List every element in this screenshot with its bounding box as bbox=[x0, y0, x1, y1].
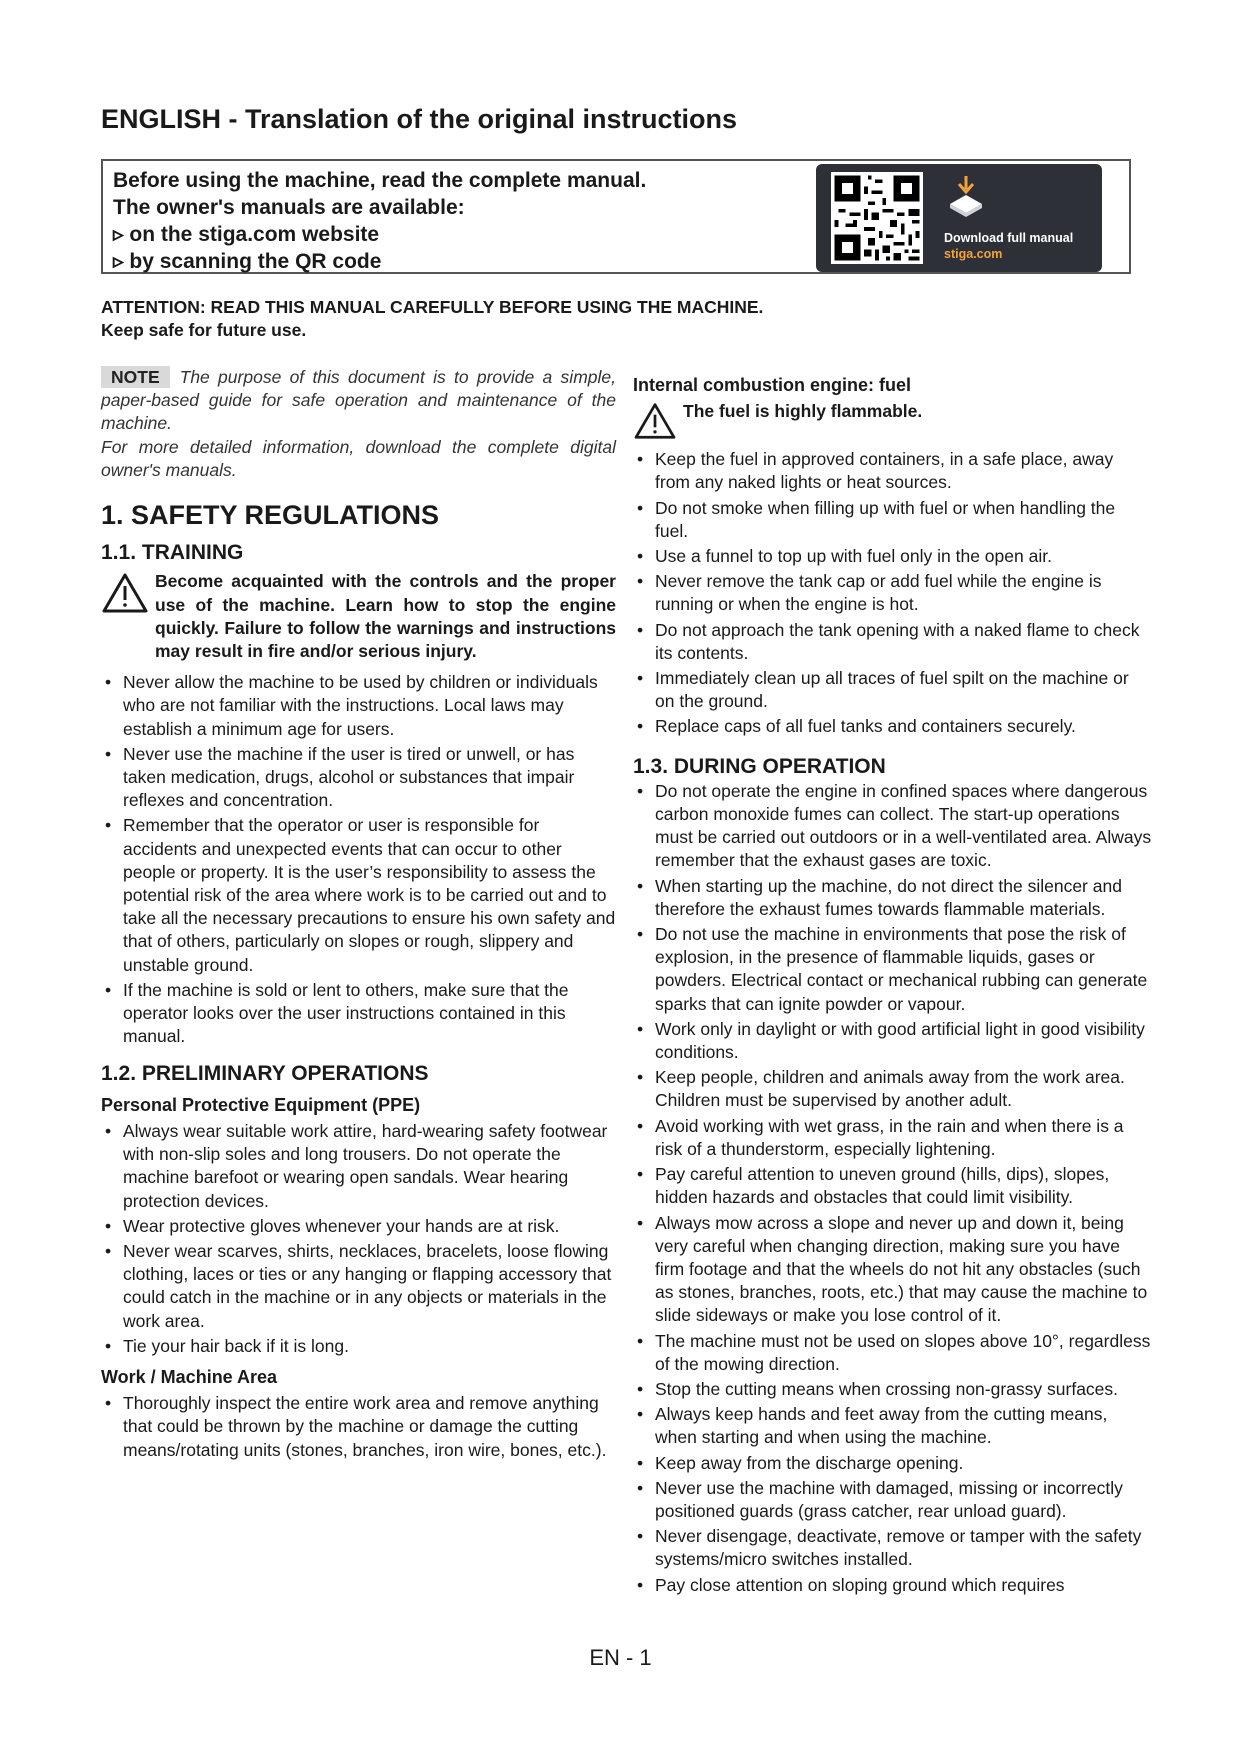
list-item: • Avoid working with wet grass, in the rain and when there is a risk of a thunderstorm, especially lightening. bbox=[633, 1115, 1153, 1161]
fuel-list bbox=[633, 448, 1153, 738]
list-item: • The machine must not be used on slopes above 10°, regardless of the mowing direction. bbox=[633, 1330, 1153, 1376]
work-area-list bbox=[101, 1392, 616, 1462]
list-item: • Replace caps of all fuel tanks and containers securely. bbox=[633, 715, 1153, 738]
list-item: • Do not use the machine in environments that pose the risk of explosion, in the presence of flammable liquids, gases or powders. Electrical contact or mechanical rubbing can generate sparks that can ignite powder or vapour. bbox=[633, 923, 1153, 1016]
list-item: • Tie your hair back if it is long. bbox=[101, 1335, 616, 1358]
page-title: ENGLISH - Translation of the original instructions bbox=[101, 104, 738, 134]
attention-line-1: ATTENTION: READ THIS MANUAL CAREFULLY BEFORE USING THE MACHINE. bbox=[101, 297, 764, 317]
fuel-warning bbox=[633, 400, 1153, 440]
list-item: • Never wear scarves, shirts, necklaces, bracelets, loose flowing clothing, laces or ties or any hanging or flapping accessory that could catch in the machine or in any objects or materials in the work area. bbox=[101, 1240, 616, 1333]
list-item: • Stop the cutting means when crossing non-grassy surfaces. bbox=[633, 1378, 1153, 1401]
warning-triangle-icon bbox=[101, 572, 149, 614]
manual-line: The owner's manuals are available: bbox=[113, 196, 465, 219]
attention-line-2: Keep safe for future use. bbox=[101, 320, 307, 340]
download-text bbox=[944, 230, 1073, 262]
download-url-link[interactable]: stiga.com bbox=[944, 247, 1003, 261]
list-item: • Always keep hands and feet away from the cutting means, when starting and when using the machine. bbox=[633, 1403, 1153, 1449]
work-area-title: Work / Machine Area bbox=[101, 1366, 278, 1387]
manual-line: ▹ by scanning the QR code bbox=[113, 250, 382, 273]
section-1-1-title: 1.1. TRAINING bbox=[101, 541, 244, 565]
list-item: • Always wear suitable work attire, hard-wearing safety footwear with non-slip soles and long trousers. Do not operate the machine barefoot or wearing open sandals. Wear hearing protection devices. bbox=[101, 1120, 616, 1213]
list-item: • Use a funnel to top up with fuel only in the open air. bbox=[633, 545, 1153, 568]
list-item: • Wear protective gloves whenever your hands are at risk. bbox=[101, 1215, 616, 1238]
list-item: • If the machine is sold or lent to others, make sure that the operator looks over the user instructions contained in this manual. bbox=[101, 979, 616, 1049]
ppe-list bbox=[101, 1120, 616, 1358]
fuel-title: Internal combustion engine: fuel bbox=[633, 375, 912, 395]
section-1-2-title: 1.2. PRELIMINARY OPERATIONS bbox=[101, 1062, 429, 1086]
note-block bbox=[101, 366, 616, 436]
training-warning bbox=[101, 570, 616, 663]
qr-code[interactable] bbox=[831, 172, 923, 264]
list-item: • Immediately clean up all traces of fuel spilt on the machine or on the ground. bbox=[633, 667, 1153, 713]
manual-line: ▹ on the stiga.com website bbox=[113, 223, 380, 246]
list-item: • Always mow across a slope and never up and down it, being very careful when changing direction, making sure you have firm footage and that the wheels do not hit any obstacles (such as stones, branches, roots, etc.) that may cause the machine to slide sideways or make you lose control of it. bbox=[633, 1212, 1153, 1328]
list-item: • Remember that the operator or user is responsible for accidents and unexpected events that can occur to other people or property. It is the user’s responsibility to assess the potential risk of the area where work is to be carried out and to take all the necessary precautions to ensure his own safety and that of others, particularly on slopes or rough, slippery and unstable ground. bbox=[101, 814, 616, 976]
manual-availability-text bbox=[113, 167, 646, 275]
list-item: • Keep away from the discharge opening. bbox=[633, 1452, 1153, 1475]
warning-triangle-icon bbox=[633, 402, 677, 440]
download-book-icon bbox=[946, 174, 986, 218]
list-item: • Do not operate the engine in confined spaces where dangerous carbon monoxide fumes can collect. The start-up operations must be carried out outdoors or in a well-ventilated area. Always remember that the exhaust gases are toxic. bbox=[633, 780, 1153, 873]
note-text-2: For more detailed information, download the complete digital owner's manuals. bbox=[101, 436, 616, 480]
list-item: • Thoroughly inspect the entire work area and remove anything that could be thrown by the machine or damage the cutting means/rotating units (stones, branches, iron wire, bones, etc.). bbox=[101, 1392, 616, 1462]
list-item: • Work only in daylight or with good artificial light in good visibility conditions. bbox=[633, 1018, 1153, 1064]
download-label: Download full manual bbox=[944, 231, 1074, 245]
list-item: • Never use the machine with damaged, missing or incorrectly positioned guards (grass catcher, rear unload guard). bbox=[633, 1477, 1153, 1523]
ppe-title: Personal Protective Equipment (PPE) bbox=[101, 1094, 421, 1115]
left-column bbox=[101, 366, 616, 1464]
list-item: • Do not approach the tank opening with a naked flame to check its contents. bbox=[633, 619, 1153, 665]
right-column bbox=[633, 366, 1153, 1599]
list-item: • Never disengage, deactivate, remove or tamper with the safety systems/micro switches installed. bbox=[633, 1525, 1153, 1571]
list-item: • When starting up the machine, do not direct the silencer and therefore the exhaust fumes towards flammable materials. bbox=[633, 875, 1153, 921]
training-warning-text: Become acquainted with the controls and the proper use of the machine. Learn how to stop the engine quickly. Failure to follow the warnings and instructions may result in fire and/or serious injury. bbox=[155, 571, 616, 662]
list-item: • Never remove the tank cap or add fuel while the engine is running or when the engine is hot. bbox=[633, 570, 1153, 616]
list-item: • Do not smoke when filling up with fuel or when handling the fuel. bbox=[633, 497, 1153, 543]
list-item: • Pay close attention on sloping ground which requires bbox=[633, 1574, 1153, 1597]
note-text-1: The purpose of this document is to provide a simple, paper-based guide for safe operation and maintenance of the machine. bbox=[101, 367, 616, 434]
section-1-3-title: 1.3. DURING OPERATION bbox=[633, 754, 886, 778]
manual-line: Before using the machine, read the complete manual. bbox=[113, 169, 647, 192]
list-item: • Never allow the machine to be used by children or individuals who are not familiar with the instructions. Local laws may establish a minimum age for users. bbox=[101, 671, 616, 741]
section-1-title: 1. SAFETY REGULATIONS bbox=[101, 500, 440, 531]
operation-list bbox=[633, 780, 1153, 1597]
list-item: • Never use the machine if the user is tired or unwell, or has taken medication, drugs, alcohol or substances that impair reflexes and concentration. bbox=[101, 743, 616, 813]
page-number: EN - 1 bbox=[589, 1645, 652, 1670]
manual-availability-box bbox=[101, 159, 1131, 274]
attention-notice bbox=[101, 296, 763, 342]
note-badge: NOTE bbox=[101, 366, 170, 388]
download-manual-panel[interactable] bbox=[816, 164, 1102, 272]
list-item: • Keep the fuel in approved containers, in a safe place, away from any naked lights or heat sources. bbox=[633, 448, 1153, 494]
fuel-warning-text: The fuel is highly flammable. bbox=[683, 401, 923, 422]
list-item: • Keep people, children and animals away from the work area. Children must be supervised by another adult. bbox=[633, 1066, 1153, 1112]
list-item: • Pay careful attention to uneven ground (hills, dips), slopes, hidden hazards and obstacles that could limit visibility. bbox=[633, 1163, 1153, 1209]
training-list bbox=[101, 671, 616, 1048]
